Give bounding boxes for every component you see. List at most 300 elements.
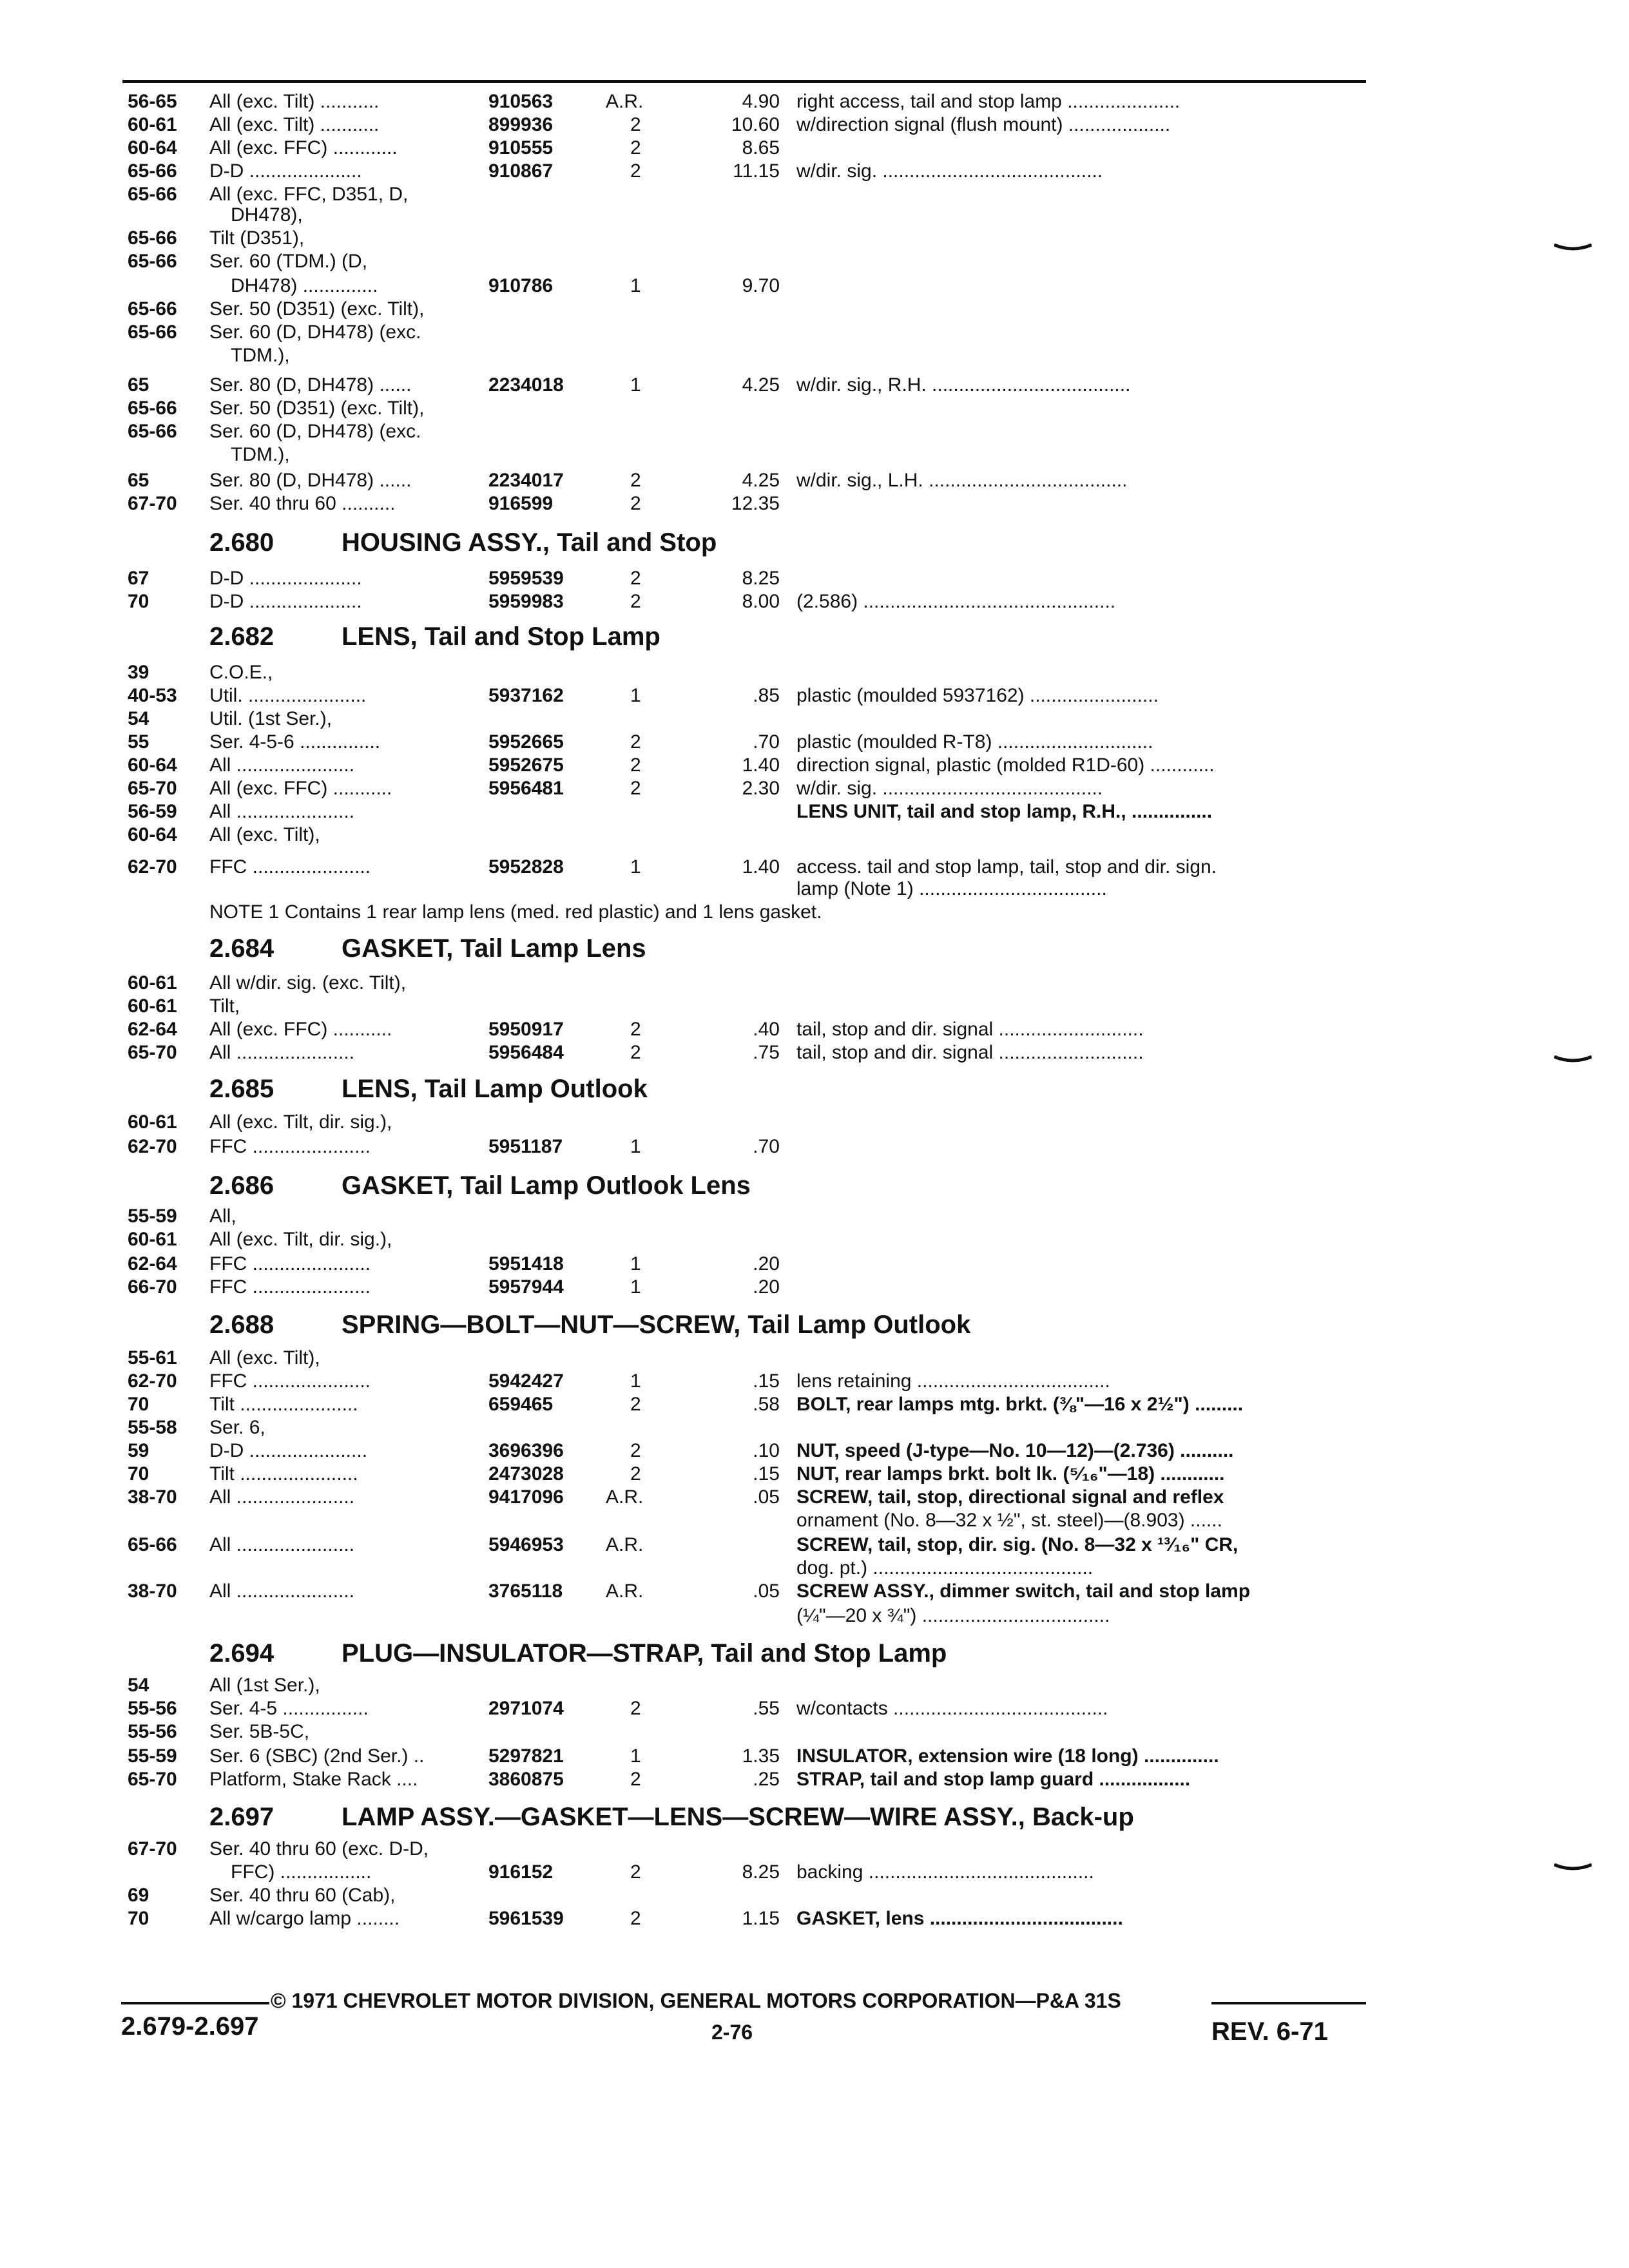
year-range-cell: 62-70 xyxy=(128,1136,177,1157)
year-range-cell: 38-70 xyxy=(128,1486,177,1508)
table-row xyxy=(0,590,1629,613)
model-description-cell: DH478) .............. xyxy=(231,275,378,296)
year-range-cell: 70 xyxy=(128,591,149,612)
part-number-cell: 2473028 xyxy=(488,1463,564,1485)
year-range-cell: 66-70 xyxy=(128,1276,177,1298)
year-range-cell: 39 xyxy=(128,662,149,683)
table-row xyxy=(0,321,1629,344)
year-range-cell: 54 xyxy=(128,708,149,729)
table-row xyxy=(0,160,1629,183)
table-row xyxy=(0,731,1629,754)
footer-revision: REV. 6-71 xyxy=(1211,2017,1328,2046)
model-description-cell: DH478), xyxy=(231,204,303,226)
table-row xyxy=(0,1861,1629,1884)
quantity-cell: 2 xyxy=(630,754,641,776)
model-description-cell: Ser. 4-5 ................ xyxy=(209,1698,369,1719)
table-row xyxy=(0,684,1629,707)
price-cell: 8.00 xyxy=(742,591,780,612)
remarks-cell: (2.586) ............................................... xyxy=(796,591,1116,612)
model-description-cell: All, xyxy=(209,1206,236,1227)
section-number: 2.697 xyxy=(209,1803,275,1831)
remarks-cell: BOLT, rear lamps mtg. brkt. (⅜"—16 x 2½") ......... xyxy=(796,1394,1244,1415)
table-row xyxy=(0,344,1629,367)
year-range-cell: 69 xyxy=(128,1885,149,1906)
price-cell: .05 xyxy=(753,1486,780,1508)
quantity-cell: A.R. xyxy=(606,91,644,112)
table-row xyxy=(0,1439,1629,1463)
footer-page-number: 2-76 xyxy=(711,2021,753,2044)
model-description-cell: All ...................... xyxy=(209,1534,355,1555)
year-range-cell: 60-61 xyxy=(128,972,177,994)
table-row xyxy=(0,777,1629,800)
part-number-cell: 3765118 xyxy=(488,1581,563,1602)
table-row xyxy=(0,1533,1629,1557)
part-number-cell: 910563 xyxy=(488,91,554,112)
price-cell: 10.60 xyxy=(731,114,780,135)
price-cell: .25 xyxy=(753,1769,780,1790)
remarks-cell: access. tail and stop lamp, tail, stop and dir. sign. xyxy=(796,856,1217,878)
price-cell: 11.15 xyxy=(733,160,780,182)
part-number-cell: 5937162 xyxy=(488,685,564,706)
section-title: PLUG—INSULATOR—STRAP, Tail and Stop Lamp xyxy=(342,1639,947,1667)
model-description-cell: Ser. 5B-5C, xyxy=(209,1721,310,1742)
section-number: 2.682 xyxy=(209,622,275,651)
margin-tick-mark-2 xyxy=(1554,1055,1592,1063)
model-description-cell: Platform, Stake Rack .... xyxy=(209,1769,418,1790)
margin-tick-mark-3 xyxy=(1554,1863,1592,1871)
quantity-cell: A.R. xyxy=(606,1534,644,1555)
model-description-cell: Tilt (D351), xyxy=(209,227,305,249)
year-range-cell: 60-64 xyxy=(128,754,177,776)
model-description-cell: Ser. 60 (D, DH478) (exc. xyxy=(209,421,421,442)
year-range-cell: 55-61 xyxy=(128,1347,177,1369)
section-title: LAMP ASSY.—GASKET—LENS—SCREW—WIRE ASSY., Back-up xyxy=(342,1803,1134,1831)
model-description-cell: FFC) ................. xyxy=(231,1861,372,1883)
part-number-cell: 5952828 xyxy=(488,856,564,878)
table-row xyxy=(0,1697,1629,1720)
table-row xyxy=(0,972,1629,995)
quantity-cell: 2 xyxy=(630,114,641,135)
price-cell: .20 xyxy=(753,1253,780,1274)
year-range-cell: 55-58 xyxy=(128,1417,177,1438)
table-row xyxy=(0,1604,1629,1628)
price-cell: 9.70 xyxy=(742,275,780,296)
year-range-cell: 54 xyxy=(128,1675,149,1696)
model-description-cell: Ser. 60 (D, DH478) (exc. xyxy=(209,322,421,343)
price-cell: .85 xyxy=(753,685,780,706)
year-range-cell: 55-56 xyxy=(128,1721,177,1742)
quantity-cell: 2 xyxy=(630,568,641,589)
year-range-cell: 55-59 xyxy=(128,1206,177,1227)
table-row xyxy=(0,1768,1629,1791)
quantity-cell: 2 xyxy=(630,1394,641,1415)
model-description-cell: Ser. 6 (SBC) (2nd Ser.) .. xyxy=(209,1745,425,1767)
table-row xyxy=(0,183,1629,206)
price-cell: .15 xyxy=(753,1370,780,1392)
price-cell: .40 xyxy=(753,1019,780,1040)
price-cell: 4.25 xyxy=(742,470,780,491)
part-number-cell: 5957944 xyxy=(488,1276,564,1298)
remarks-cell: LENS UNIT, tail and stop lamp, R.H., ............... xyxy=(796,801,1213,822)
remarks-cell: w/contacts ........................................ xyxy=(796,1698,1108,1719)
price-cell: 8.25 xyxy=(742,568,780,589)
year-range-cell: 67 xyxy=(128,568,149,589)
model-description-cell: Tilt ...................... xyxy=(209,1394,358,1415)
part-number-cell: 5946953 xyxy=(488,1534,564,1555)
part-number-cell: 910786 xyxy=(488,275,554,296)
model-description-cell: Ser. 6, xyxy=(209,1417,265,1438)
price-cell: 4.25 xyxy=(742,374,780,396)
year-range-cell: 55-59 xyxy=(128,1745,177,1767)
model-description-cell: All ...................... xyxy=(209,1486,355,1508)
part-number-cell: 9417096 xyxy=(488,1486,564,1508)
table-row xyxy=(0,443,1629,466)
year-range-cell: 62-64 xyxy=(128,1019,177,1040)
model-description-cell: FFC ...................... xyxy=(209,856,371,878)
price-cell: .55 xyxy=(753,1698,780,1719)
year-range-cell: 60-61 xyxy=(128,995,177,1017)
remarks-cell: lens retaining .................................... xyxy=(796,1370,1110,1392)
price-cell: 1.15 xyxy=(742,1908,780,1929)
year-range-cell: 62-70 xyxy=(128,856,177,878)
table-row xyxy=(0,1135,1629,1158)
part-number-cell: 910555 xyxy=(488,137,554,159)
year-range-cell: 70 xyxy=(128,1908,149,1929)
model-description-cell: All (exc. Tilt), xyxy=(209,824,320,845)
model-description-cell: Tilt, xyxy=(209,995,240,1017)
year-range-cell: 65 xyxy=(128,470,149,491)
year-range-cell: 65-70 xyxy=(128,1042,177,1063)
part-number-cell: 5956481 xyxy=(488,778,564,799)
model-description-cell: TDM.), xyxy=(231,444,290,465)
year-range-cell: 56-65 xyxy=(128,91,177,112)
model-description-cell: All ...................... xyxy=(209,801,355,822)
model-description-cell: Util. (1st Ser.), xyxy=(209,708,333,729)
quantity-cell: A.R. xyxy=(606,1581,644,1602)
price-cell: .20 xyxy=(753,1276,780,1298)
quantity-cell: 2 xyxy=(630,1861,641,1883)
part-number-cell: 5951418 xyxy=(488,1253,564,1274)
price-cell: 2.30 xyxy=(742,778,780,799)
quantity-cell: 2 xyxy=(630,137,641,159)
note-1: NOTE 1 Contains 1 rear lamp lens (med. red plastic) and 1 lens gasket. xyxy=(209,901,822,923)
table-row xyxy=(0,800,1629,823)
quantity-cell: 1 xyxy=(630,374,641,396)
table-row xyxy=(0,1416,1629,1439)
year-range-cell: 65-66 xyxy=(128,251,177,272)
part-number-cell: 5952675 xyxy=(488,754,564,776)
table-row xyxy=(0,1347,1629,1370)
table-row xyxy=(0,1018,1629,1041)
remarks-cell: tail, stop and dir. signal ........................... xyxy=(796,1042,1144,1063)
margin-tick-mark-1 xyxy=(1554,244,1592,251)
remarks-cell: SCREW, tail, stop, dir. sig. (No. 8—32 x ¹³⁄₁₆" CR, xyxy=(796,1534,1239,1555)
year-range-cell: 38-70 xyxy=(128,1581,177,1602)
model-description-cell: All (exc. Tilt) ........... xyxy=(209,91,380,112)
model-description-cell: Ser. 50 (D351) (exc. Tilt), xyxy=(209,398,425,419)
price-cell: 12.35 xyxy=(731,493,780,514)
part-number-cell: 659465 xyxy=(488,1394,554,1415)
table-row xyxy=(0,250,1629,273)
table-row xyxy=(0,1557,1629,1580)
year-range-cell: 65-70 xyxy=(128,1769,177,1790)
price-cell: .58 xyxy=(753,1394,780,1415)
model-description-cell: Ser. 40 thru 60 (exc. D-D, xyxy=(209,1838,429,1860)
part-number-cell: 5959983 xyxy=(488,591,564,612)
remarks-cell: plastic (moulded R-T8) ............................. xyxy=(796,731,1153,753)
table-row xyxy=(0,227,1629,250)
part-number-cell: 5961539 xyxy=(488,1908,564,1929)
section-number: 2.686 xyxy=(209,1171,275,1200)
model-description-cell: All ...................... xyxy=(209,754,355,776)
table-row xyxy=(0,1509,1629,1532)
year-range-cell: 65-66 xyxy=(128,398,177,419)
table-row xyxy=(0,274,1629,298)
table-row xyxy=(0,995,1629,1018)
remarks-cell: tail, stop and dir. signal ........................... xyxy=(796,1019,1144,1040)
remarks-cell: backing .......................................... xyxy=(796,1861,1094,1883)
part-number-cell: 2234017 xyxy=(488,470,564,491)
model-description-cell: D-D ..................... xyxy=(209,591,362,612)
top-rule xyxy=(122,80,1366,83)
part-number-cell: 5950917 xyxy=(488,1019,564,1040)
table-row xyxy=(0,1370,1629,1393)
footer-rule-right xyxy=(1211,2002,1366,2004)
year-range-cell: 65-66 xyxy=(128,160,177,182)
remarks-cell: lamp (Note 1) ................................... xyxy=(796,878,1107,899)
model-description-cell: All (exc. Tilt, dir. sig.), xyxy=(209,1111,392,1133)
part-number-cell: 5297821 xyxy=(488,1745,564,1767)
table-row xyxy=(0,90,1629,113)
model-description-cell: Ser. 80 (D, DH478) ...... xyxy=(209,374,412,396)
year-range-cell: 60-61 xyxy=(128,114,177,135)
quantity-cell: 1 xyxy=(630,856,641,878)
table-row xyxy=(0,1253,1629,1276)
part-number-cell: 916599 xyxy=(488,493,554,514)
remarks-cell: SCREW ASSY., dimmer switch, tail and stop lamp xyxy=(796,1581,1251,1602)
model-description-cell: FFC ...................... xyxy=(209,1253,371,1274)
year-range-cell: 65-66 xyxy=(128,322,177,343)
quantity-cell: 2 xyxy=(630,493,641,514)
quantity-cell: 1 xyxy=(630,685,641,706)
quantity-cell: A.R. xyxy=(606,1486,644,1508)
table-row xyxy=(0,707,1629,731)
table-row xyxy=(0,1580,1629,1603)
table-row xyxy=(0,137,1629,160)
table-row xyxy=(0,661,1629,684)
quantity-cell: 2 xyxy=(630,1042,641,1063)
remarks-cell: ornament (No. 8—32 x ½", st. steel)—(8.903) ...... xyxy=(796,1510,1222,1531)
part-number-cell: 5951187 xyxy=(488,1136,563,1157)
table-row xyxy=(0,878,1629,901)
model-description-cell: Ser. 80 (D, DH478) ...... xyxy=(209,470,412,491)
model-description-cell: All (exc. Tilt), xyxy=(209,1347,320,1369)
table-row xyxy=(0,1884,1629,1907)
section-number: 2.688 xyxy=(209,1311,275,1339)
part-number-cell: 5956484 xyxy=(488,1042,564,1063)
price-cell: .70 xyxy=(753,1136,780,1157)
remarks-cell: SCREW, tail, stop, directional signal and reflex xyxy=(796,1486,1224,1508)
model-description-cell: All (exc. FFC) ............ xyxy=(209,137,398,159)
model-description-cell: All (exc. Tilt, dir. sig.), xyxy=(209,1229,392,1250)
quantity-cell: 1 xyxy=(630,1370,641,1392)
remarks-cell: w/dir. sig., R.H. ..................................... xyxy=(796,374,1131,396)
table-row xyxy=(0,754,1629,777)
footer-section-range: 2.679-2.697 xyxy=(121,2012,259,2041)
table-row xyxy=(0,1276,1629,1299)
part-number-cell: 910867 xyxy=(488,160,554,182)
year-range-cell: 56-59 xyxy=(128,801,177,822)
part-number-cell: 916152 xyxy=(488,1861,554,1883)
quantity-cell: 1 xyxy=(630,1136,641,1157)
table-row xyxy=(0,823,1629,847)
table-row xyxy=(0,567,1629,590)
table-row xyxy=(0,1111,1629,1134)
model-description-cell: All (exc. FFC, D351, D, xyxy=(209,184,409,205)
table-row xyxy=(0,397,1629,420)
table-row xyxy=(0,1393,1629,1416)
remarks-cell: INSULATOR, extension wire (18 long) .............. xyxy=(796,1745,1219,1767)
model-description-cell: All ...................... xyxy=(209,1581,355,1602)
quantity-cell: 2 xyxy=(630,1908,641,1929)
table-row xyxy=(0,1205,1629,1228)
remarks-cell: STRAP, tail and stop lamp guard ................. xyxy=(796,1769,1191,1790)
model-description-cell: Ser. 50 (D351) (exc. Tilt), xyxy=(209,298,425,320)
year-range-cell: 60-61 xyxy=(128,1229,177,1250)
model-description-cell: TDM.), xyxy=(231,345,290,366)
model-description-cell: Tilt ...................... xyxy=(209,1463,358,1485)
remarks-cell: w/direction signal (flush mount) ................... xyxy=(796,114,1171,135)
footer-rule-left xyxy=(121,2002,269,2004)
table-row xyxy=(0,1228,1629,1251)
quantity-cell: 2 xyxy=(630,778,641,799)
year-range-cell: 65-66 xyxy=(128,298,177,320)
quantity-cell: 2 xyxy=(630,1440,641,1461)
year-range-cell: 65-70 xyxy=(128,778,177,799)
part-number-cell: 2971074 xyxy=(488,1698,564,1719)
year-range-cell: 60-61 xyxy=(128,1111,177,1133)
model-description-cell: All (exc. FFC) ........... xyxy=(209,778,392,799)
table-row xyxy=(0,1486,1629,1509)
remarks-cell: plastic (moulded 5937162) ........................ xyxy=(796,685,1159,706)
remarks-cell: NUT, speed (J-type—No. 10—12)—(2.736) .......... xyxy=(796,1440,1234,1461)
section-title: SPRING—BOLT—NUT—SCREW, Tail Lamp Outlook xyxy=(342,1311,971,1339)
remarks-cell: w/dir. sig. ......................................... xyxy=(796,160,1103,182)
quantity-cell: 2 xyxy=(630,470,641,491)
quantity-cell: 1 xyxy=(630,1253,641,1274)
price-cell: .75 xyxy=(753,1042,780,1063)
year-range-cell: 55-56 xyxy=(128,1698,177,1719)
year-range-cell: 65-66 xyxy=(128,227,177,249)
remarks-cell: w/dir. sig. ......................................... xyxy=(796,778,1103,799)
quantity-cell: 2 xyxy=(630,1463,641,1485)
model-description-cell: All w/dir. sig. (exc. Tilt), xyxy=(209,972,407,994)
section-number: 2.694 xyxy=(209,1639,275,1667)
section-title: GASKET, Tail Lamp Outlook Lens xyxy=(342,1171,751,1200)
remarks-cell: GASKET, lens .................................... xyxy=(796,1908,1123,1929)
table-row xyxy=(0,374,1629,397)
model-description-cell: All ...................... xyxy=(209,1042,355,1063)
model-description-cell: FFC ...................... xyxy=(209,1136,371,1157)
table-row xyxy=(0,1838,1629,1861)
quantity-cell: 2 xyxy=(630,1698,641,1719)
part-number-cell: 899936 xyxy=(488,114,554,135)
quantity-cell: 2 xyxy=(630,1769,641,1790)
price-cell: .70 xyxy=(753,731,780,753)
model-description-cell: FFC ...................... xyxy=(209,1276,371,1298)
model-description-cell: C.O.E., xyxy=(209,662,273,683)
part-number-cell: 5952665 xyxy=(488,731,564,753)
part-number-cell: 5942427 xyxy=(488,1370,564,1392)
year-range-cell: 65-66 xyxy=(128,184,177,205)
year-range-cell: 55 xyxy=(128,731,149,753)
table-row xyxy=(0,1745,1629,1768)
section-title: LENS, Tail and Stop Lamp xyxy=(342,622,660,651)
table-row xyxy=(0,1720,1629,1744)
model-description-cell: D-D ..................... xyxy=(209,568,362,589)
table-row xyxy=(0,1907,1629,1930)
table-row xyxy=(0,1463,1629,1486)
model-description-cell: D-D ...................... xyxy=(209,1440,368,1461)
section-title: GASKET, Tail Lamp Lens xyxy=(342,934,646,963)
quantity-cell: 2 xyxy=(630,731,641,753)
quantity-cell: 1 xyxy=(630,1745,641,1767)
year-range-cell: 70 xyxy=(128,1394,149,1415)
year-range-cell: 67-70 xyxy=(128,493,177,514)
price-cell: 8.65 xyxy=(742,137,780,159)
year-range-cell: 62-64 xyxy=(128,1253,177,1274)
price-cell: 1.40 xyxy=(742,754,780,776)
model-description-cell: All w/cargo lamp ........ xyxy=(209,1908,400,1929)
quantity-cell: 2 xyxy=(630,591,641,612)
model-description-cell: FFC ...................... xyxy=(209,1370,371,1392)
table-row xyxy=(0,420,1629,443)
table-row xyxy=(0,492,1629,515)
part-number-cell: 2234018 xyxy=(488,374,564,396)
price-cell: .10 xyxy=(753,1440,780,1461)
year-range-cell: 65-66 xyxy=(128,1534,177,1555)
quantity-cell: 1 xyxy=(630,275,641,296)
model-description-cell: D-D ..................... xyxy=(209,160,362,182)
year-range-cell: 60-64 xyxy=(128,137,177,159)
model-description-cell: All (1st Ser.), xyxy=(209,1675,320,1696)
table-row xyxy=(0,856,1629,879)
section-title: LENS, Tail Lamp Outlook xyxy=(342,1075,648,1103)
section-number: 2.684 xyxy=(209,934,275,963)
section-number: 2.680 xyxy=(209,528,275,557)
part-number-cell: 3696396 xyxy=(488,1440,564,1461)
remarks-cell: dog. pt.) ......................................... xyxy=(796,1557,1094,1579)
table-row xyxy=(0,113,1629,137)
footer-copyright: © 1971 CHEVROLET MOTOR DIVISION, GENERAL MOTORS CORPORATION—P&A 31S xyxy=(271,1989,1121,2012)
price-cell: 4.90 xyxy=(742,91,780,112)
remarks-cell: w/dir. sig., L.H. ..................................... xyxy=(796,470,1128,491)
model-description-cell: All (exc. FFC) ........... xyxy=(209,1019,392,1040)
quantity-cell: 2 xyxy=(630,160,641,182)
year-range-cell: 70 xyxy=(128,1463,149,1485)
price-cell: 1.35 xyxy=(742,1745,780,1767)
year-range-cell: 67-70 xyxy=(128,1838,177,1860)
year-range-cell: 59 xyxy=(128,1440,149,1461)
price-cell: 8.25 xyxy=(742,1861,780,1883)
section-title: HOUSING ASSY., Tail and Stop xyxy=(342,528,717,557)
price-cell: .15 xyxy=(753,1463,780,1485)
remarks-cell: right access, tail and stop lamp ..................... xyxy=(796,91,1181,112)
table-row xyxy=(0,469,1629,492)
remarks-cell: direction signal, plastic (molded R1D-60) ............ xyxy=(796,754,1215,776)
table-row xyxy=(0,204,1629,227)
table-row xyxy=(0,1041,1629,1064)
